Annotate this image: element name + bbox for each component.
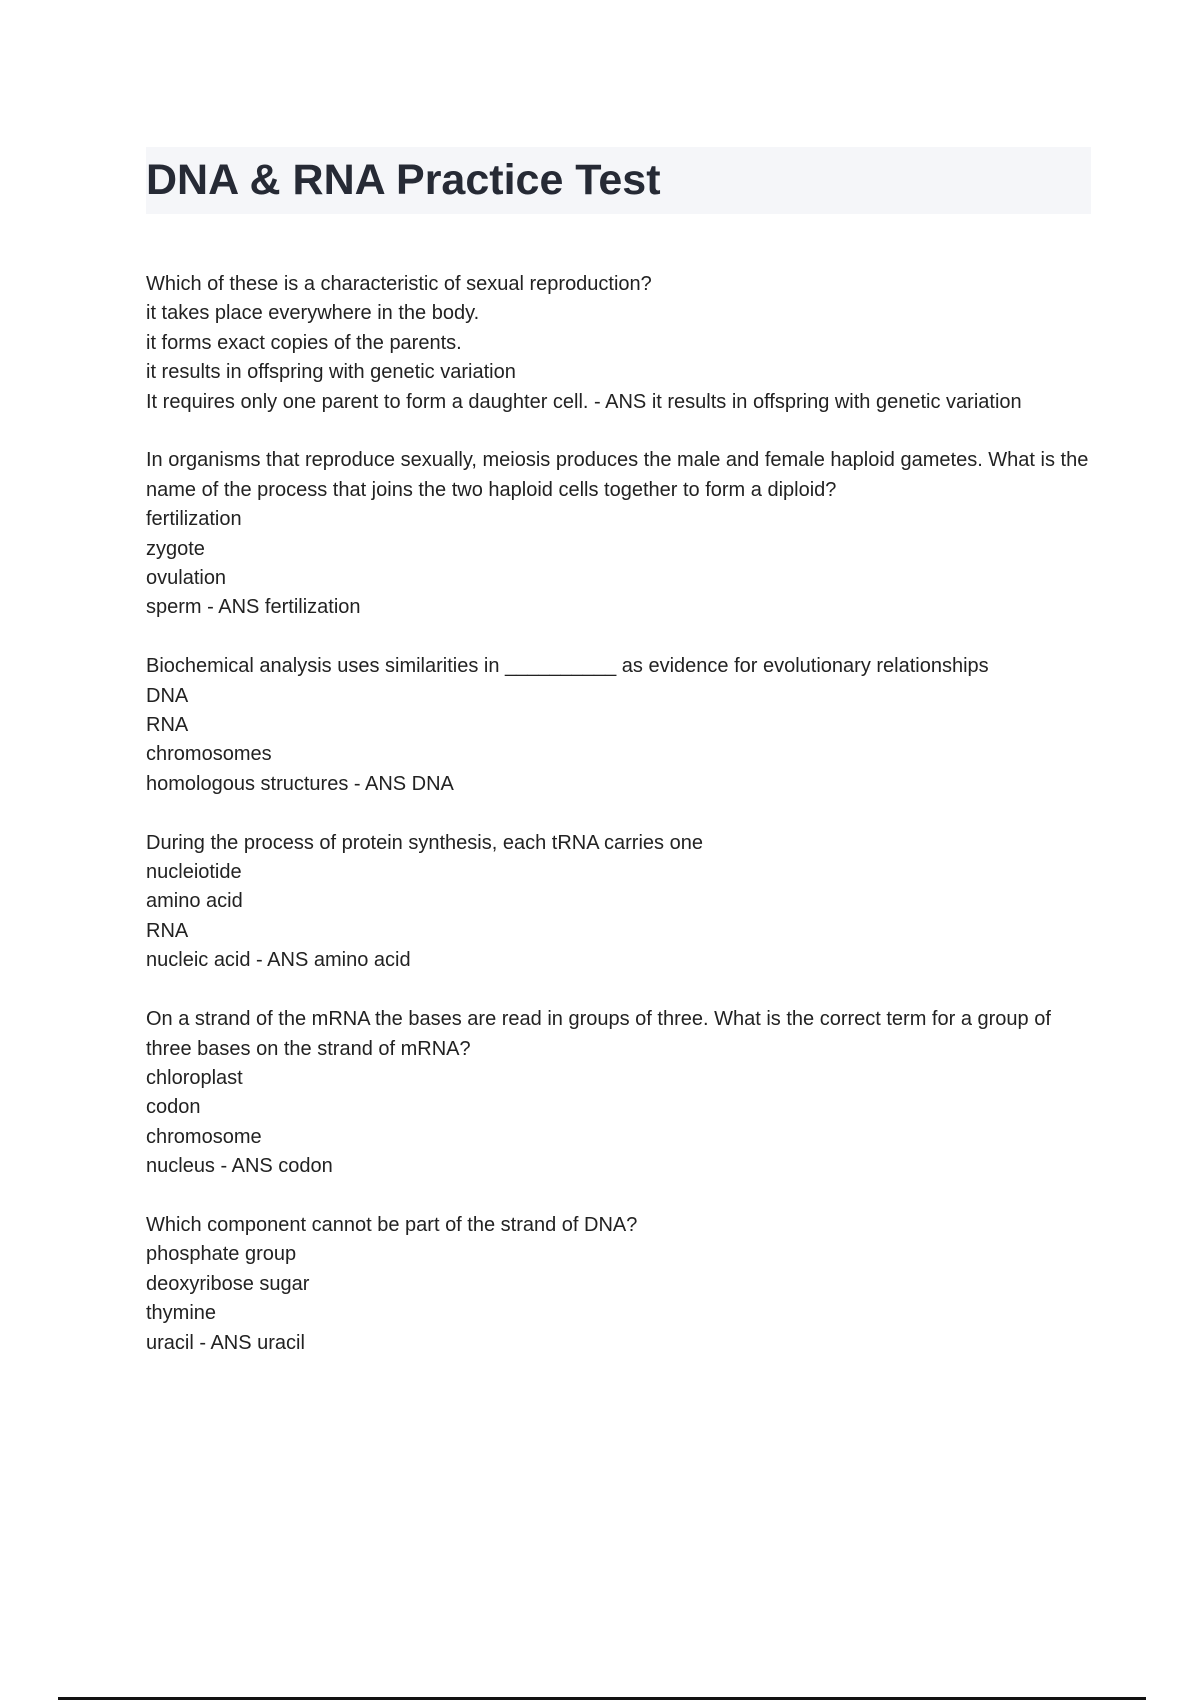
answer-option: nucleus - ANS codon — [146, 1155, 333, 1178]
answer-option: nucleiotide — [146, 861, 242, 884]
answer-option: it takes place everywhere in the body. — [146, 302, 480, 325]
question-block — [146, 829, 1096, 976]
question-block — [146, 270, 1096, 417]
answer-option: DNA — [146, 684, 189, 707]
question-text: On a strand of the mRNA the bases are read in groups of three. What is the correct term for a group of three bases on the strand of mRNA? — [146, 1008, 1051, 1060]
answer-option: ovulation — [146, 567, 227, 590]
answer-option: chromosome — [146, 1125, 262, 1148]
answer-option: codon — [146, 1096, 201, 1119]
answer-option: It requires only one parent to form a daughter cell. - ANS it results in offspring with genetic variation — [146, 390, 1022, 413]
answer-option: thymine — [146, 1302, 217, 1325]
answer-option: it forms exact copies of the parents. — [146, 331, 462, 354]
question-text: In organisms that reproduce sexually, meiosis produces the male and female haploid gametes. What is the name of the process that joins the two haploid cells together to form a diploid? — [146, 449, 1089, 501]
answer-option: sperm - ANS fertilization — [146, 596, 361, 619]
question-block — [146, 1211, 1096, 1358]
answer-option: deoxyribose sugar — [146, 1272, 310, 1295]
answer-option: it results in offspring with genetic variation — [146, 361, 516, 384]
answer-option: uracil - ANS uracil — [146, 1331, 305, 1354]
question-block — [146, 652, 1096, 799]
answer-option: phosphate group — [146, 1243, 297, 1266]
answer-option: fertilization — [146, 508, 242, 531]
answer-option: amino acid — [146, 890, 243, 913]
answer-option: RNA — [146, 919, 189, 942]
question-text: Which component cannot be part of the strand of DNA? — [146, 1213, 638, 1236]
answer-option: chromosomes — [146, 743, 272, 766]
answer-option: nucleic acid - ANS amino acid — [146, 949, 411, 972]
answer-option: zygote — [146, 537, 205, 560]
questions-list — [146, 270, 1096, 1387]
question-text: Biochemical analysis uses similarities in __________ as evidence for evolutionary relationships — [146, 655, 989, 678]
page-title: DNA & RNA Practice Test — [146, 156, 661, 204]
answer-option: homologous structures - ANS DNA — [146, 772, 454, 795]
title-banner — [146, 147, 1091, 214]
answer-option: chloroplast — [146, 1066, 243, 1089]
question-text: During the process of protein synthesis, each tRNA carries one — [146, 831, 703, 854]
question-text: Which of these is a characteristic of sexual reproduction? — [146, 273, 652, 295]
question-block — [146, 1005, 1096, 1181]
question-block — [146, 446, 1096, 622]
answer-option: RNA — [146, 714, 189, 737]
